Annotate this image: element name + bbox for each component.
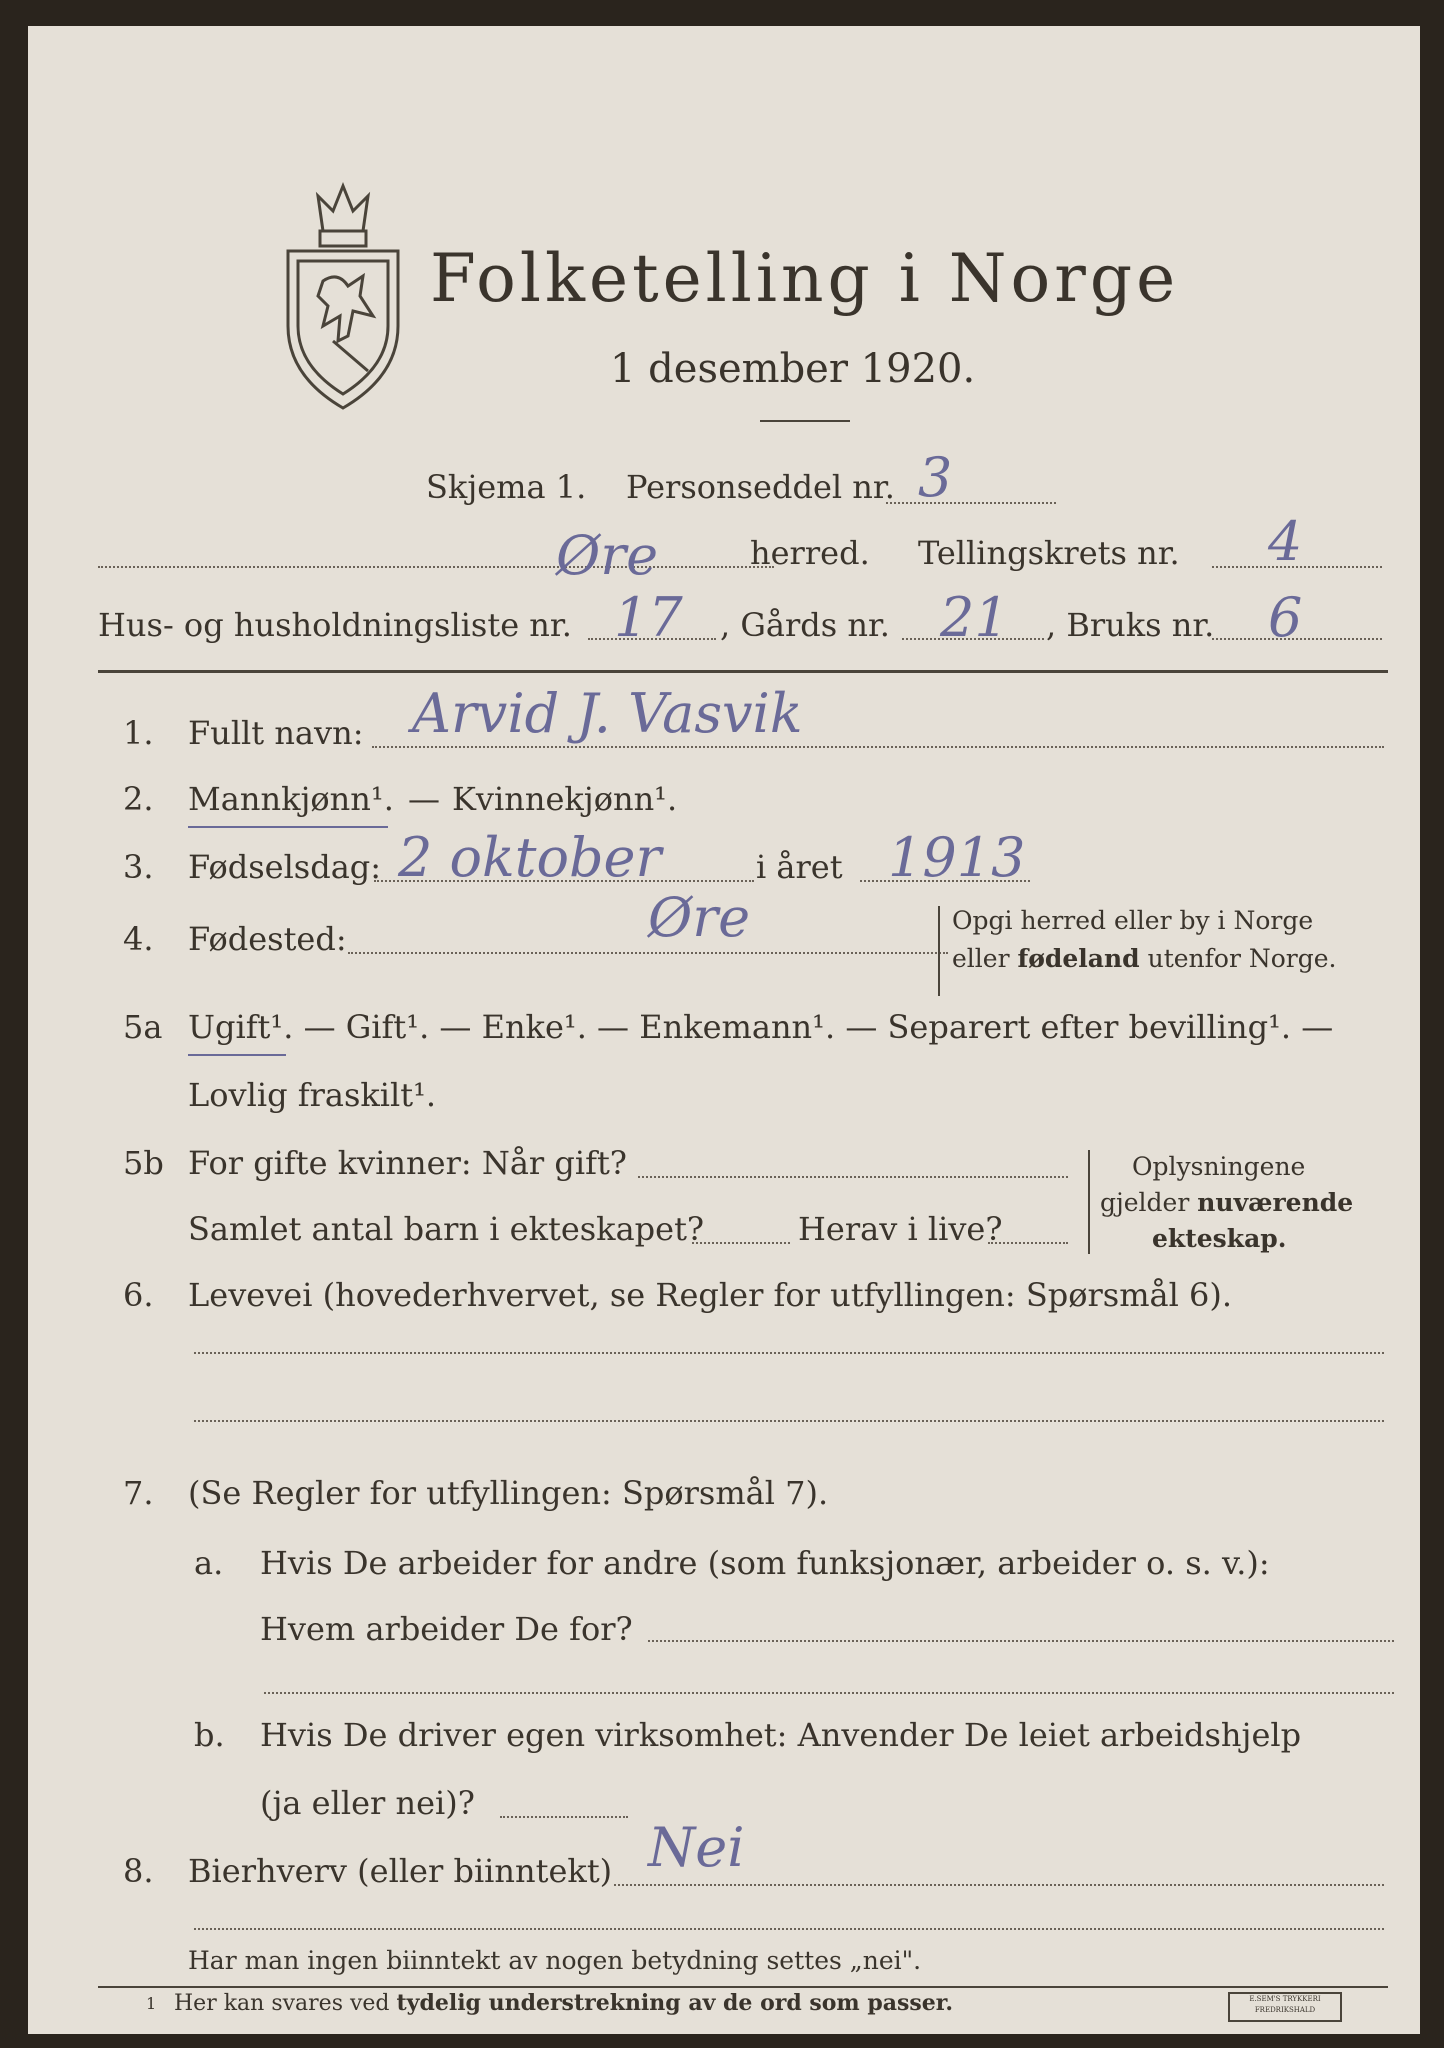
q4-note-line1: Opgi herred eller by i Norge [952, 906, 1314, 935]
birthplace-value[interactable]: Øre [648, 886, 751, 949]
q4-note-line2 [952, 944, 1336, 973]
footnote-mark: 1 [146, 1994, 157, 2013]
q6-label: Levevei (hovederhvervet, se Regler for utfyllingen: Spørsmål 6). [188, 1276, 1233, 1314]
occupation-line-1 [194, 1352, 1384, 1354]
q8-number: 8. [123, 1852, 154, 1890]
year-label: i året [756, 848, 843, 886]
marital-status-fraskilt[interactable]: Lovlig fraskilt¹. [188, 1076, 437, 1114]
q7b-letter: b. [194, 1716, 225, 1754]
employer-line-1 [648, 1640, 1394, 1642]
q5b-note-line2 [1100, 1188, 1353, 1217]
q5b-note-line1: Oplysningene [1132, 1152, 1306, 1181]
q5b-children-label: Samlet antal barn i ekteskapet? [188, 1210, 705, 1248]
bruks-value[interactable]: 6 [1268, 586, 1303, 649]
full-name-value[interactable]: Arvid J. Vasvik [412, 682, 803, 745]
marital-status-options[interactable]: Ugift¹. — Gift¹. — Enke¹. — Enkemann¹. — Separert efter bevilling¹. — [188, 1008, 1334, 1046]
income-note: Har man ingen biinntekt av nogen betydning settes „nei". [188, 1946, 922, 1975]
occupation-line-2 [194, 1420, 1384, 1422]
footnote-text-bold: tydelig understrekning av de ord som passer. [396, 1990, 954, 2016]
when-married-line [638, 1176, 1068, 1178]
herred-label: herred. [750, 534, 870, 572]
hired-help-line [500, 1816, 628, 1818]
q1-number: 1. [123, 714, 154, 752]
bruks-label: , Bruks nr. [1046, 606, 1215, 644]
tellingskrets-label: Tellingskrets nr. [918, 534, 1180, 572]
q5b-note-bold: nuværende [1197, 1188, 1354, 1217]
ugift-underline [188, 1054, 286, 1056]
q1-line [372, 746, 1384, 748]
employer-line-2 [264, 1692, 1394, 1694]
q2-separator: — [408, 780, 440, 818]
gender-female-option[interactable]: Kvinnekjønn¹. [452, 780, 678, 818]
birth-year-value[interactable]: 1913 [888, 826, 1026, 889]
children-alive-line [988, 1242, 1068, 1244]
q4-label: Fødested: [188, 920, 347, 958]
q7-number: 7. [123, 1474, 154, 1512]
skjema-label: Skjema 1. [426, 468, 587, 506]
q7b-line2: (ja eller nei)? [260, 1784, 475, 1822]
q5b-number: 5b [123, 1144, 164, 1182]
coat-of-arms-icon [278, 176, 408, 411]
printer-stamp-line2: FREDRIKSHALD [1254, 2006, 1316, 2014]
q4-line [348, 952, 948, 954]
title-divider [760, 420, 850, 422]
q6-number: 6. [123, 1276, 154, 1314]
side-income-line-2 [194, 1928, 1384, 1930]
form-title: Folketelling i Norge [430, 240, 1180, 317]
herred-line [98, 566, 774, 568]
side-income-line [614, 1884, 1384, 1886]
q5b-note-line3: ekteskap. [1152, 1224, 1287, 1253]
tellingskrets-value[interactable]: 4 [1268, 510, 1303, 573]
herred-value[interactable]: Øre [556, 524, 659, 587]
gender-male-underline [188, 826, 388, 828]
gender-male-option[interactable]: Mannkjønn¹. [188, 780, 394, 818]
birthday-value[interactable]: 2 oktober [398, 826, 662, 889]
children-count-line [692, 1242, 790, 1244]
q5b-alive-label: Herav i live? [798, 1210, 1003, 1248]
q3-label: Fødselsdag: [188, 848, 382, 886]
q5a-number: 5a [123, 1008, 163, 1046]
q4-note-text-c: utenfor Norge. [1139, 944, 1337, 973]
gards-value[interactable]: 21 [940, 586, 1009, 649]
q7a-line1: Hvis De arbeider for andre (som funksjonær, arbeider o. s. v.): [260, 1544, 1270, 1582]
q7a-letter: a. [194, 1544, 224, 1582]
personseddel-label: Personseddel nr. [626, 468, 895, 506]
q4-brace [938, 906, 940, 996]
header-separator [98, 670, 1388, 673]
q7a-line2: Hvem arbeider De for? [260, 1610, 633, 1648]
footnote-separator [98, 1986, 1388, 1988]
census-date: 1 desember 1920. [610, 346, 976, 392]
q7-label: (Se Regler for utfyllingen: Spørsmål 7). [188, 1474, 829, 1512]
census-form-sheet [28, 26, 1420, 2034]
hus-label: Hus- og husholdningsliste nr. [98, 606, 572, 644]
q2-number: 2. [123, 780, 154, 818]
personseddel-value[interactable]: 3 [918, 446, 953, 509]
q4-number: 4. [123, 920, 154, 958]
q5b-line1: For gifte kvinner: Når gift? [188, 1144, 627, 1182]
hus-value[interactable]: 17 [614, 586, 683, 649]
gards-label: , Gårds nr. [720, 606, 890, 644]
q3-number: 3. [123, 848, 154, 886]
personseddel-line [886, 502, 1056, 504]
q5b-note-text: gjelder [1100, 1188, 1198, 1217]
q1-label: Fullt navn: [188, 714, 364, 752]
side-income-value[interactable]: Nei [648, 1816, 745, 1879]
footnote-text [174, 1990, 953, 2016]
q5b-brace [1088, 1150, 1090, 1254]
q4-note-text-bold: fødeland [1017, 944, 1140, 973]
q7b-line1: Hvis De driver egen virksomhet: Anvender De leiet arbeidshjelp [260, 1716, 1302, 1754]
q8-label: Bierhverv (eller biinntekt) [188, 1852, 613, 1890]
printer-stamp-line1: E.SEM'S TRYKKERI [1249, 1995, 1321, 2003]
printer-stamp [1228, 1992, 1342, 2022]
footnote-text-a: Her kan svares ved [174, 1991, 397, 2016]
q4-note-text-a: eller [952, 944, 1018, 973]
